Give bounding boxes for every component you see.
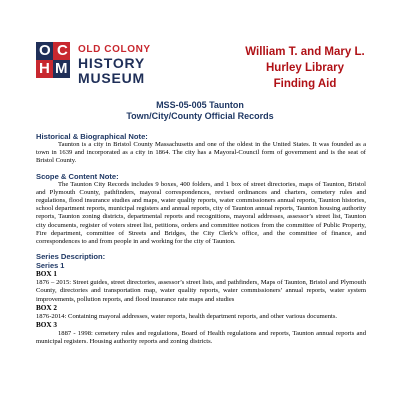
logo-letter-c: C	[57, 42, 68, 59]
scope-note-heading: Scope & Content Note:	[36, 171, 119, 181]
library-line1: William T. and Mary L.	[245, 46, 365, 58]
box-2-text: 1876-2014: Containing mayoral addresses, water reports, health department reports, and other various documents.	[36, 312, 338, 320]
museum-logo	[36, 42, 70, 78]
library-line2: Hurley Library	[266, 62, 344, 74]
series-description-heading: Series Description:	[36, 252, 106, 262]
box-3-label: BOX 3	[36, 321, 57, 330]
scope-note-text: The Taunton City Records includes 9 boxes, 400 folders, and 1 box of street directories, maps of Taunton, Bristol and Plymouth County, pathfinders, mayoral correspondences, revised ordinances and charters, cemetery rules and regulations, flood insurance studies and maps, water quality reports, water commissioners annual reports, Taunton histories, school department reports, municipal registers and annual reports, city of Taunton annual reports, Taunton housing authority reports, Taunton zoning districts, departmental reports and recognitions, mayoral addresses, assessor’s street list, Taunton city documents, register of voters street list, petitions, orders and committee notices from the committee of Public Property, Fire department, committee of Streets and Bridges, the City Clerk’s office, and the committee of finance, and correspondences to and from people in and working for the city of Taunton.	[36, 180, 366, 246]
box-1-label: BOX 1	[36, 270, 57, 279]
logo-letter-m: M	[55, 60, 68, 77]
box-2-label: BOX 2	[36, 303, 57, 312]
library-line3: Finding Aid	[273, 78, 337, 90]
historical-note-text: Taunton is a city in Bristol County Massachusetts and one of the oldest in the United States. It was founded as a town in 1639 and incorporated as a city in 1864. The city has a Mayoral-Council form of government and is the seat of Bristol County.	[36, 141, 366, 165]
museum-name-line3: MUSEUM	[78, 70, 146, 86]
document-body	[36, 126, 366, 346]
logo-letter-h: H	[39, 60, 50, 77]
document-title: MSS-05-005 Taunton	[156, 100, 244, 110]
logo-letter-o: O	[39, 42, 51, 59]
box-1-text: 1876 – 2015: Street guides, street directories, assessor’s street lists, and pathfinders, Maps of Taunton, Bristol and Plymouth County, directories and transportation map, water quality reports, water commissioners’ annual reports, water system improvements, pollution reports, and flood insurance rate maps and studies	[36, 279, 366, 303]
library-title	[230, 44, 380, 92]
box-3-text: 1887 - 1998: cemetery rules and regulations, Board of Health regulations and reports, Taunton annual reports and municipal registers. Housing authority reports and zoning districts.	[36, 330, 366, 346]
museum-name	[78, 44, 151, 86]
museum-name-line2: HISTORY	[78, 55, 146, 71]
series-1-label: Series 1	[36, 261, 65, 271]
historical-note-heading: Historical & Biographical Note:	[36, 132, 148, 141]
document-subtitle: Town/City/County Official Records	[126, 111, 274, 121]
museum-name-line1: OLD COLONY	[78, 44, 151, 55]
